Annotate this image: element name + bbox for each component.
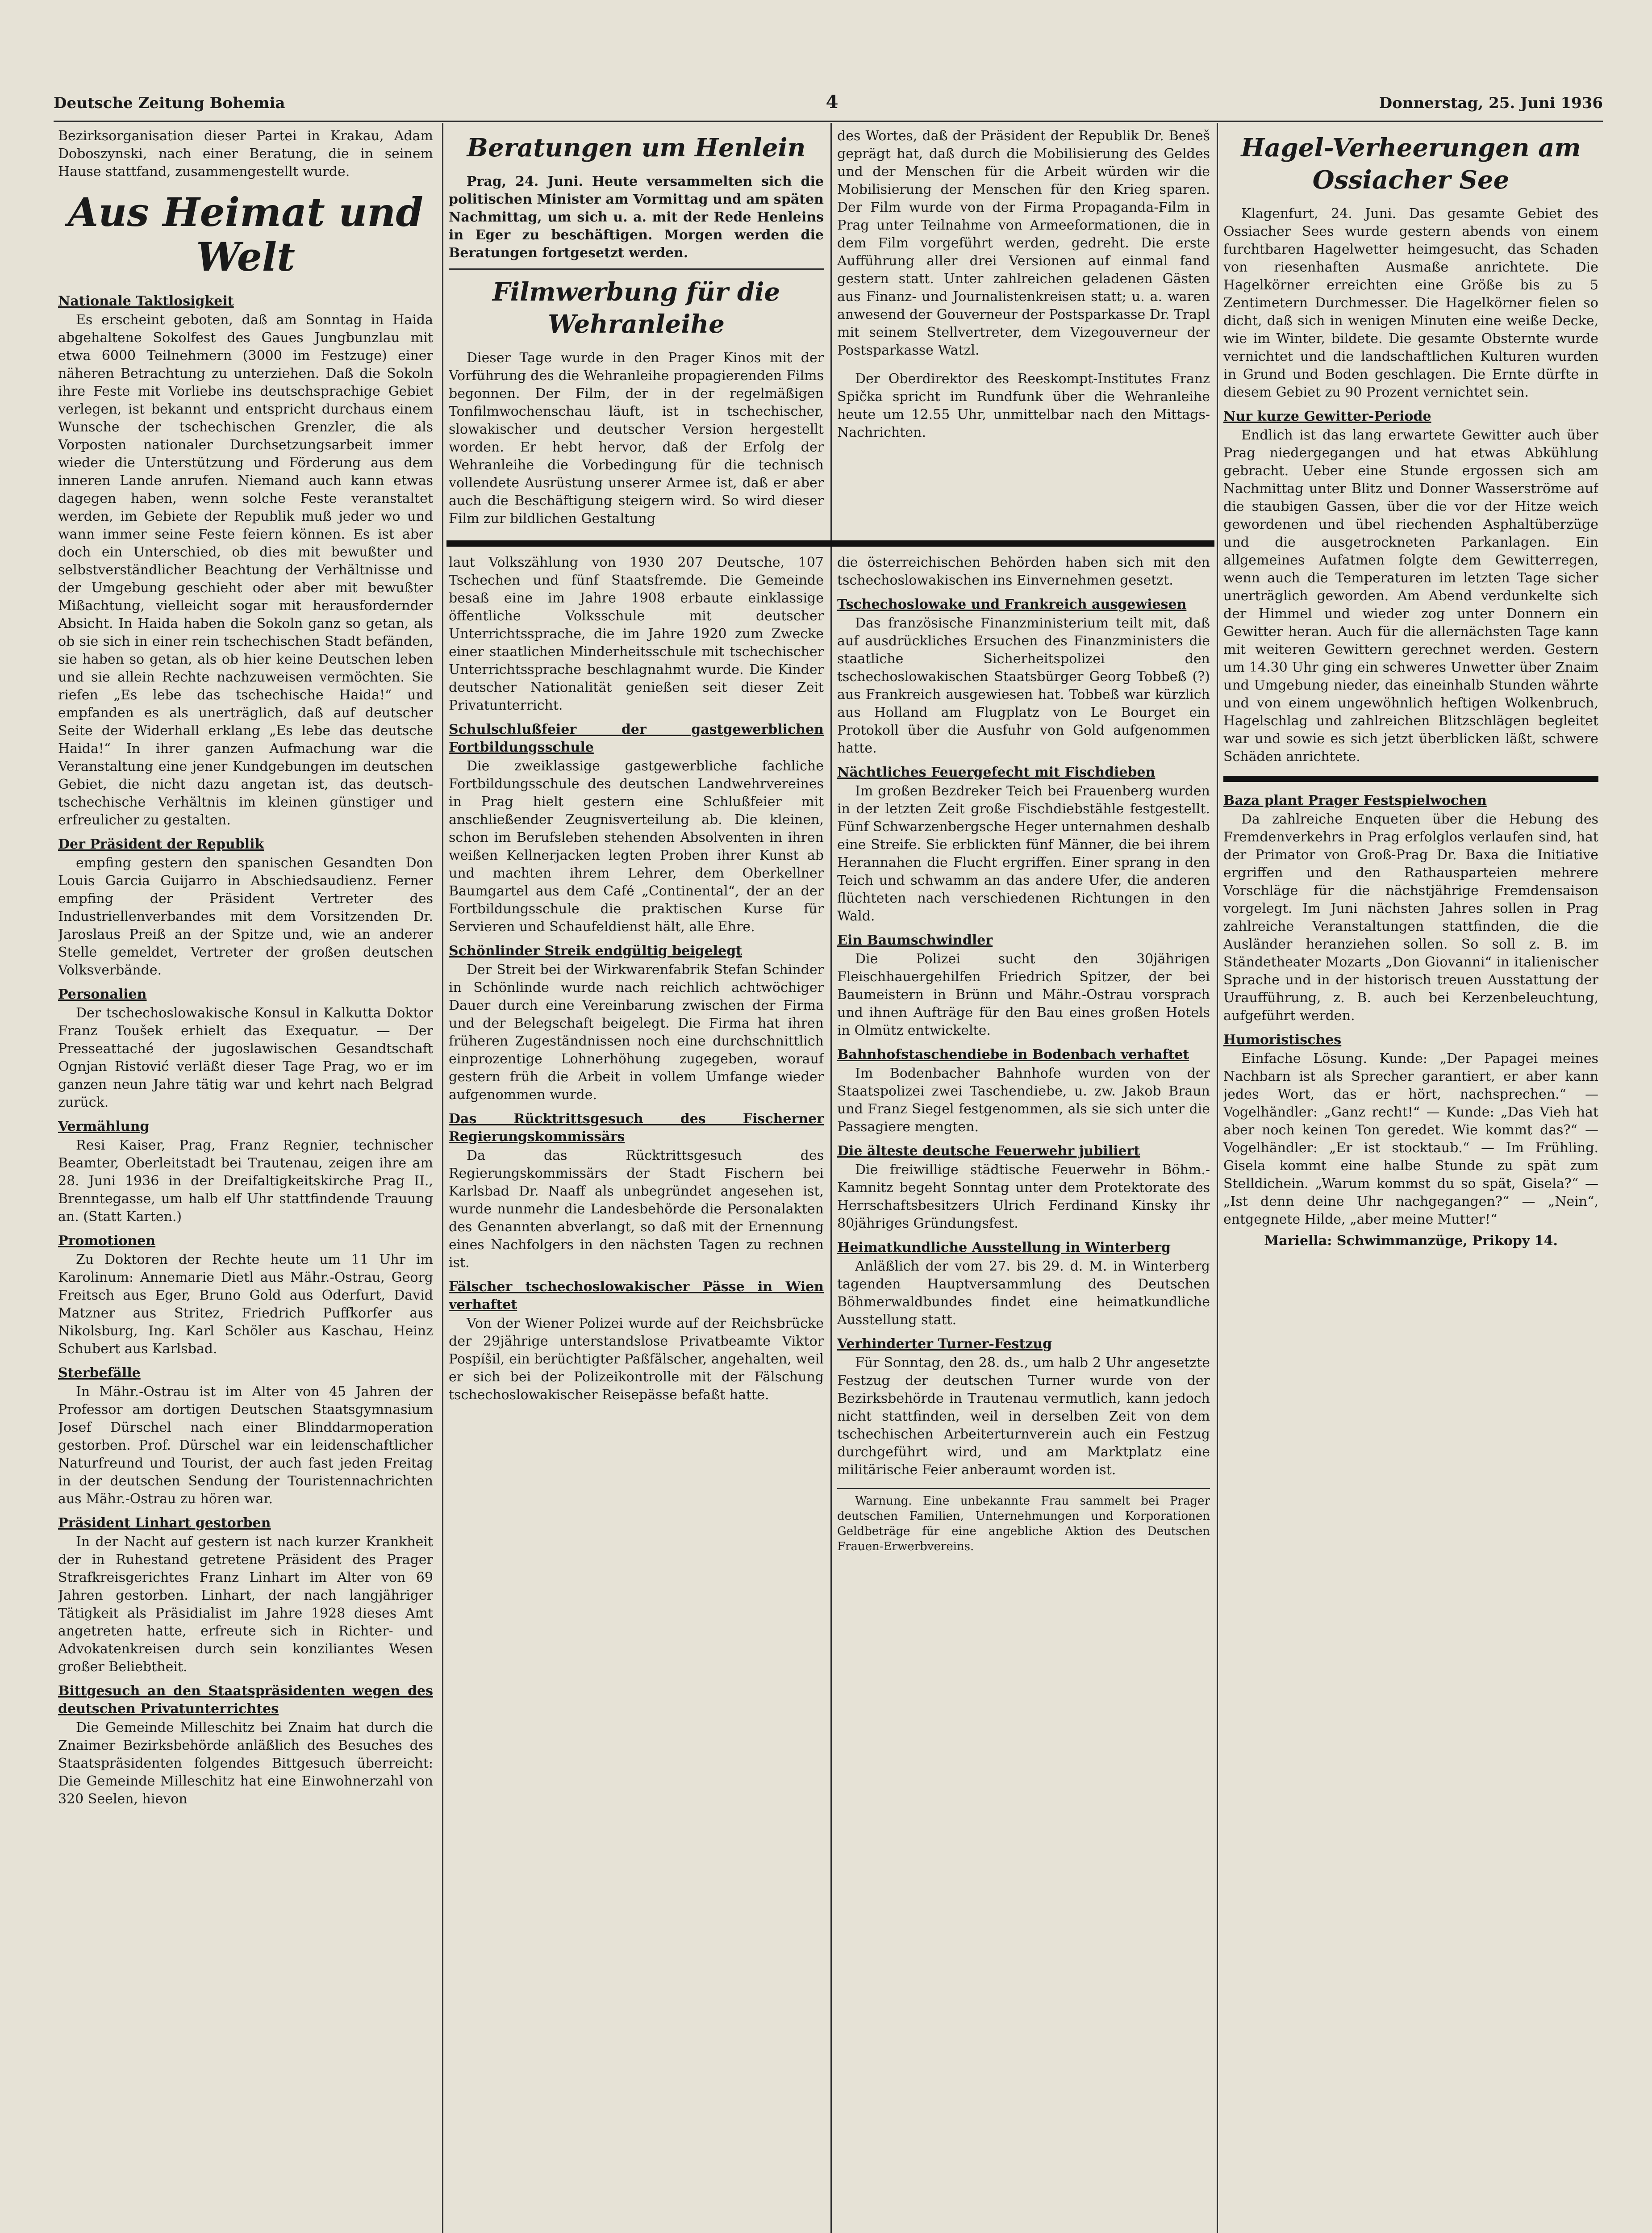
col2-s3-text: Da das Rücktrittsgesuch des Regierungskommissärs der Stadt Fischern bei Karlsbad Dr. Naaff als unbegründet angesehen ist, wurde nunmehr die Landesbehörde die Personalakten des Genannten abverlangt, so daß mit der Ernennung eines Nachfolgers in den nächsten Tagen zu rechnen ist. [449,1148,824,1271]
col3-s2-head: Nächtliches Feuergefecht mit Fischdieben [837,765,1156,780]
col4-t1: Klagenfurt, 24. Juni. Das gesamte Gebiet des Ossiacher Sees wurde gestern abends von einem furchtbaren Hagelwetter heimgesucht, das Schaden von riesenhaften Ausmaße anrichtete. Die Hagelkörner erreichten eine Größe bis zu 5 Zentimetern Durchmesser. Die Hagelkörner fielen so dicht, daß sich in wenigen Minuten eine weiße Decke, wie im Winter, bildete. Die gesamte Obsternte wurde vernichtet und die landschaftlichen Kulturen wurden in Grund und Boden geschlagen. Die Ernte dürfte in diesem Gebiet zu 90 Prozent vernichtet sein. [1223,206,1598,400]
issue-date: Donnerstag, 25. Juni 1936 [1379,94,1603,112]
col1-s2-head: Der Präsident der Republik [58,836,264,852]
col4-divider [1223,776,1598,782]
column-3-lower [837,554,1210,2233]
col2-s1-text: Die zweiklassige gastgewerbliche fachliche Fortbildungsschule des deutschen Landwehrvereines in Prag hielt gestern eine Schlußfeier mit anschließender Zeugnisverteilung ab. Die kleinen, schon im Berufsleben stehenden Absolventen in ihren weißen Kellnerjacken legten Proben ihrer Kunst ab und machten ihrem Lehrer, dem Oberkellner Baumgartel aus dem Café „Continental“, der an der Fortbildungsschule die praktischen Kurse für Servieren und Schaufeldienst hält, alle Ehre. [449,758,824,935]
column-rule-1 [442,123,443,2233]
headline-filmwerbung: Filmwerbung für die Wehranleihe [492,277,780,339]
col3-s7-head: Verhinderter Turner-Festzug [837,1336,1052,1352]
col3-top-t2: Der Oberdirektor des Reeskompt-Institutes Franz Spička spricht im Rundfunk über die Wehranleihe heute um 12.55 Uhr, unmittelbar nach den Mittags-Nachrichten. [837,371,1210,440]
col3-top-t1: des Wortes, daß der Präsident der Republik Dr. Beneš geprägt hat, daß durch die Mobilisierung des Geldes und der Menschen für die Arbeit würden wir die Mobilisierung der Menschen für den Krieg sparen. Der Film wurde von der Firma Propaganda-Film in Prag unter Teilnahme von Armeeformationen, die in dem Film vorgeführt werden, gedreht. Die erste Aufführung aller drei Versionen auf einmal fand gestern statt. Unter zahlreichen geladenen Gästen aus Finanz- und Journalistenkreisen statt; u. a. waren anwesend der Gouverneur der Postsparkasse Dr. Trapl mit seinem Stellvertreter, dem Vizegouverneur der Postsparkasse Watzl. [837,128,1210,358]
col3-s4-text: Im Bodenbacher Bahnhofe wurden von der Staatspolizei zwei Taschendiebe, u. zw. Jakob Braun und Franz Siegel festgenommen, als sie sich unter die Passagiere mengten. [837,1066,1210,1135]
col2-divider [449,268,824,270]
col1-s6-head: Sterbefälle [58,1365,141,1381]
col1-intro: Bezirksorganisation dieser Partei in Krakau, Adam Doboszynski, nach einer Beratung, die in seinem Hause stattfand, zusammengestellt wurde. [58,128,433,180]
col1-s7-text: In der Nacht auf gestern ist nach kurzer Krankheit der in Ruhestand getretene Präsident des Prager Strafkreisgerichtes Franz Linhart im Alter von 69 Jahren gestorben. Linhart, der nach langjähriger Tätigkeit als Präsidialist im Jahre 1928 dieses Amt angetreten hatte, erfreute sich in Richter- und Advokatenkreisen durch sein konziliantes Wesen großer Beliebtheit. [58,1534,433,1675]
col1-s5-head: Promotionen [58,1233,156,1249]
col1-s8-head: Bittgesuch an den Staatspräsidenten wegen des deutschen Privatunterrichtes [58,1683,433,1717]
header-rule [54,121,1603,122]
col3-s3-head: Ein Baumschwindler [837,933,993,948]
col1-s5-text: Zu Doktoren der Rechte heute um 11 Uhr im Karolinum: Annemarie Dietl aus Mähr.-Ostrau, Georg Freitsch aus Eger, Bruno Gold aus Oderfurt, David Matzner aus Stritez, Friedrich Puffkorfer aus Nikolsburg, Ing. Karl Schöler aus Kaschau, Heinz Schubert aus Karlsbad. [58,1252,433,1357]
col1-s3-head: Personalien [58,987,147,1002]
col3-s7-text: Für Sonntag, den 28. ds., um halb 2 Uhr angesetzte Festzug der deutschen Turner wurde von der Bezirksbehörde in Trautenau vermutlich, kann jedoch nicht stattfinden, weil in derselben Zeit von dem tschechischen Arbeiterturnverein auch ein Festzug durchgeführt wird, und am Marktplatz eine militärische Feier anberaumt worden ist. [837,1355,1210,1478]
col2-s4-text: Von der Wiener Polizei wurde auf der Reichsbrücke der 29jährige unterstandslose Privatbeamte Viktor Pospíšil, ein berüchtigter Paßfälscher, angehalten, weil er sich bei der Polizeikontrolle mit der Fälschung tschechoslowakischer Reisepässe befaßt hatte. [449,1316,824,1403]
column-rule-2 [830,123,832,2233]
col3-ad: Warnung. Eine unbekannte Frau sammelt bei Prager deutschen Familien, Unternehmungen und Korporationen Geldbeträge für eine angebliche Aktion des Deutschen Frauen-Erwerbvereins. [837,1488,1210,1554]
headline-heimat-welt: Aus Heimat und Welt [68,189,423,280]
headline-hagel: Hagel-Verheerungen am Ossiacher See [1241,133,1581,195]
col3-lower-t1: die österreichischen Behörden haben sich mit den tschechoslowakischen ins Einvernehmen gesetzt. [837,555,1210,588]
col1-s6-text: In Mähr.-Ostrau ist im Alter von 45 Jahren der Professor am dortigen Deutschen Staatsgymnasium Josef Dürschel nach einer Blinddarmoperation gestorben. Prof. Dürschel war ein leidenschaftlicher Naturfreund und Tourist, der auch fast jeden Freitag in der deutschen Sendung der Touristennachrichten aus Mähr.-Ostrau zu hören war. [58,1384,433,1507]
col3-s6-head: Heimatkundliche Ausstellung in Winterberg [837,1240,1171,1255]
col2-top-t2: Dieser Tage wurde in den Prager Kinos mit der Vorführung des die Wehranleihe propagierenden Films begonnen. Der Film, der in der regelmäßigen Tonfilmwochenschau läuft, ist in tschechischer, slowakischer und deutscher Version hergestellt worden. Er hebt hervor, daß der Erfolg der Wehranleihe die Vorbedingung für die technisch vollendete Ausrüstung unserer Armee ist, daß er aber auch die Beschäftigung steigern wird. So wird dieser Film zur bildlichen Gestaltung [449,350,824,527]
col3-s4-head: Bahnhofstaschendiebe in Bodenbach verhaftet [837,1047,1189,1062]
col1-s3-text: Der tschechoslowakische Konsul in Kalkutta Doktor Franz Toušek erhielt das Exequatur. — Der Presseattaché der jugoslawischen Gesandtschaft Ognjan Ristović verläßt dieser Tage Prag, wo er im ganzen neun Jahre tätig war und kehrt nach Belgrad zurück. [58,1005,433,1110]
column-2-lower [449,554,824,2233]
col1-s4-head: Vermählung [58,1119,150,1134]
col2-s3-head: Das Rücktrittsgesuch des Fischerner Regierungskommissärs [449,1111,824,1145]
col3-s1-head: Tschechoslowake und Frankreich ausgewiesen [837,597,1187,612]
col1-s8-text: Die Gemeinde Milleschitz bei Znaim hat durch die Znaimer Bezirksbehörde anläßlich des Besuches des Staatspräsidenten folgendes Bittgesuch überreicht: Die Gemeinde Milleschitz hat eine Einwohnerzahl von 320 Seelen, hievon [58,1720,433,1807]
section-divider [446,540,1214,547]
column-4 [1223,127,1598,2233]
column-2-top [449,127,824,529]
column-1 [58,127,433,2233]
col4-s3-head: Humoristisches [1223,1032,1342,1048]
page-number: 4 [826,92,839,113]
col3-s5-text: Die freiwillige städtische Feuerwehr in Böhm.-Kamnitz begeht Sonntag unter dem Protektorate des Herrschaftsbesitzers Ulrich Ferdinand Kinsky ihr 80jähriges Gründungsfest. [837,1162,1210,1231]
col4-signature: Mariella: Schwimmanzüge, Prikopy 14. [1264,1233,1558,1249]
col3-s1-text: Das französische Finanzministerium teilt mit, daß auf ausdrückliches Ersuchen des Finanzministers die staatliche Sicherheitspolizei den tschechoslowakischen Staatsbürger Georg Tobbeß (?) aus Frankreich ausgewiesen hat. Tobbeß war kürzlich aus Holland am Flugplatz von Le Bourget ein Protokoll über die Ausfuhr von Gold aufgenommen hatte. [837,615,1210,756]
col3-s2-text: Im großen Bezdreker Teich bei Frauenberg wurden in der letzten Zeit große Fischdiebstähle festgestellt. Fünf Schwarzenbergsche Heger unternahmen deshalb eine Streife. Sie erblickten fünf Männer, die bei ihrem Herannahen die Flucht ergriffen. Einer sprang in den Teich und schwamm an das andere Ufer, die anderen flüchteten nach verschiedenen Richtungen in den Wald. [837,783,1210,924]
col2-s1-head: Schulschlußfeier der gastgewerblichen Fortbildungsschule [449,722,824,755]
paper-title: Deutsche Zeitung Bohemia [54,94,285,112]
page-header [54,92,1603,118]
col3-s3-text: Die Polizei sucht den 30jährigen Fleischhauergehilfen Friedrich Spitzer, der bei Baumeistern in Brünn und Mähr.-Ostrau vorsprach und ihnen Aufträge für den Bau eines großen Hotels in Olmütz entwickelte. [837,951,1210,1038]
col3-s5-head: Die älteste deutsche Feuerwehr jubiliert [837,1143,1140,1159]
col4-s2-text: Da zahlreiche Enqueten über die Hebung des Fremdenverkehrs in Prag erfolglos verlaufen sind, hat der Primator von Groß-Prag Dr. Baxa die Initiative ergriffen und den Rathausparteien mehrere Vorschläge für die nächstjährige Fremdensaison vorgelegt. Im Juni nächsten Jahres sollen in Prag zahlreiche Veranstaltungen stattfinden, die die Ausländer heranziehen sollen. So soll z. B. im Ständetheater Mozarts „Don Giovanni“ in italienischer Sprache und in der historisch treuen Ausstattung der Uraufführung, z. B. auch bei Kerzenbeleuchtung, aufgeführt werden. [1223,811,1598,1024]
column-rule-3 [1217,123,1218,2233]
column-3-top [837,127,1210,529]
col2-s2-text: Der Streit bei der Wirkwarenfabrik Stefan Schinder in Schönlinde wurde nach reichlich achtwöchiger Dauer durch eine Vereinbarung zwischen der Firma und der Belegschaft beigelegt. Die Firma hat ihren früheren Zugeständnissen noch eine durchschnittlich einprozentige Lohnerhöhung zugegeben, worauf gestern früh die Arbeit in vollem Umfange wieder aufgenommen wurde. [449,962,824,1103]
col4-s1-head: Nur kurze Gewitter-Periode [1223,409,1431,424]
col2-top-t1: Prag, 24. Juni. Heute versammelten sich die politischen Minister am Vormittag und am späten Nachmittag, um sich u. a. mit der Rede Henleins in Eger zu beschäftigen. Morgen werden die Beratungen fortgesetzt werden. [449,174,824,261]
col2-s4-head: Fälscher tschechoslowakischer Pässe in Wien verhaftet [449,1279,824,1313]
col2-lower-t1: laut Volkszählung von 1930 207 Deutsche, 107 Tschechen und fünf Staatsfremde. Die Gemeinde besaß eine im Jahre 1908 erbaute einklassige öffentliche Volksschule mit deutscher Unterrichtssprache, die im Jahre 1920 zum Zwecke einer staatlichen Minderheitsschule mit tschechischer Unterrichtssprache beschlagnahmt wurde. Die Kinder deutscher Nationalität genießen seit dieser Zeit Privatunterricht. [449,555,824,713]
col1-s1-text: Es erscheint geboten, daß am Sonntag in Haida abgehaltene Sokolfest des Gaues Jungbunzlau mit etwa 6000 Teilnehmern (3000 im Festzuge) einer näheren Betrachtung zu unterziehen. Daß die Sokoln ihre Feste mit Vorliebe ins deutschsprachige Gebiet verlegen, ist bekannt und entspricht durchaus einem Wunsche der tschechischen Grenzler, die als Vorposten nationaler Durchsetzungsarbeit immer wieder die Unterstützung und Förderung aus dem inneren Lande anrufen. Niemand auch kann etwas dagegen haben, wenn solche Feste veranstaltet werden, im Gebiete der Republik muß jeder wo und wann immer seine Feste feiern können. Es ist aber doch ein Unterschied, ob dies mit bewußter und selbstverständlicher Beachtung der Verhältnisse und der Umgebung geschieht oder aber mit bewußter Mißachtung, vielleicht sogar mit herausfordernder Absicht. In Haida haben die Sokoln ganz so getan, als ob sie sich in einer rein tschechischen Stadt befänden, sie haben so getan, als ob hier keine Deutschen leben und sie allein Rechte nachzuweisen vermöchten. Sie riefen „Es lebe das tschechische Haida!“ und empfanden es als unerträglich, daß auf deutscher Seite der Widerhall erklang „Es lebe das deutsche Haida!“ In ihrer ganzen Aufmachung war die Veranstaltung eine jener Kundgebungen im deutschen Gebiet, die nicht dazu angetan ist, das deutsch-tschechische Verhältnis im kleinen günstiger und erfreulicher zu gestalten. [58,312,433,828]
col3-s6-text: Anläßlich der vom 27. bis 29. d. M. in Winterberg tagenden Hauptversammlung des Deutschen Böhmerwaldbundes findet eine heimatkundliche Ausstellung statt. [837,1259,1210,1328]
headline-beratungen: Beratungen um Henlein [467,133,806,163]
col1-s7-head: Präsident Linhart gestorben [58,1515,271,1531]
col4-s1-text: Endlich ist das lang erwartete Gewitter auch über Prag niedergegangen und hat etwas Abkühlung gebracht. Ueber eine Stunde ergossen sich am Nachmittag unter Blitz und Donner Wasserströme auf die staubigen Gassen, über die vor der Hitze weich gewordenen und übel riechenden Asphaltüberzüge und die ausgetrockneten Parkanlagen. Ein allgemeines Aufatmen folgte dem Gewitterregen, wenn auch die Temperaturen im letzten Tage sicher unerträglich geworden. Am Abend verdunkelte sich der Himmel und wieder zog unter Donnern ein Gewitter heran. Auch für die allernächsten Tage kann mit weiteren Gewittern gerechnet werden. Gestern um 14.30 Uhr ging ein schweres Unwetter über Znaim und Umgebung nieder, das eineinhalb Stunden währte und von einem ungewöhnlich heftigen Wolkenbruch, Hagelschlag und zahlreichen Blitzschlägen begleitet war und sowie es sich jetzt überblicken läßt, schwere Schäden anrichtete. [1223,427,1598,765]
col1-s4-text: Resi Kaiser, Prag, Franz Regnier, technischer Beamter, Oberleitstadt bei Trautenau, zeigen ihre am 28. Juni 1936 in der Dreifaltigkeitskirche Prag II., Brenntegasse, um halb elf Uhr stattfindende Trauung an. (Statt Karten.) [58,1137,433,1225]
col1-s2-text: empfing gestern den spanischen Gesandten Don Louis Garcia Guijarro in Abschiedsaudienz. Ferner empfing der Präsident Vertreter des Industriellenverbandes mit dem Vorsitzenden Dr. Jaroslaus Preiß an der Spitze und, wie an anderer Stelle gemeldet, Vertreter der großen deutschen Volksverbände. [58,855,433,978]
col2-s2-head: Schönlinder Streik endgültig beigelegt [449,943,743,959]
col4-s3-text: Einfache Lösung. Kunde: „Der Papagei meines Nachbarn ist als Sprecher garantiert, er aber kann jedes Wort, das er hört, nachsprechen.“ — Vogelhändler: „Ganz recht!“ — Kunde: „Das Vieh hat aber noch keinen Ton geredet. Wie kommt das?“ — Vogelhändler: „Er ist stocktaub.“ — Im Frühling. Gisela kommt eine halbe Stunde zu spät zum Stelldichein. „Warum kommst du so spät, Gisela?“ — „Ist denn deine Uhr nachgegangen?“ — „Nein“, entgegnete Hilde, „aber meine Mutter!“ [1223,1051,1598,1227]
col4-s2-head: Baza plant Prager Festspielwochen [1223,793,1487,808]
col1-s1-head: Nationale Taktlosigkeit [58,293,234,309]
